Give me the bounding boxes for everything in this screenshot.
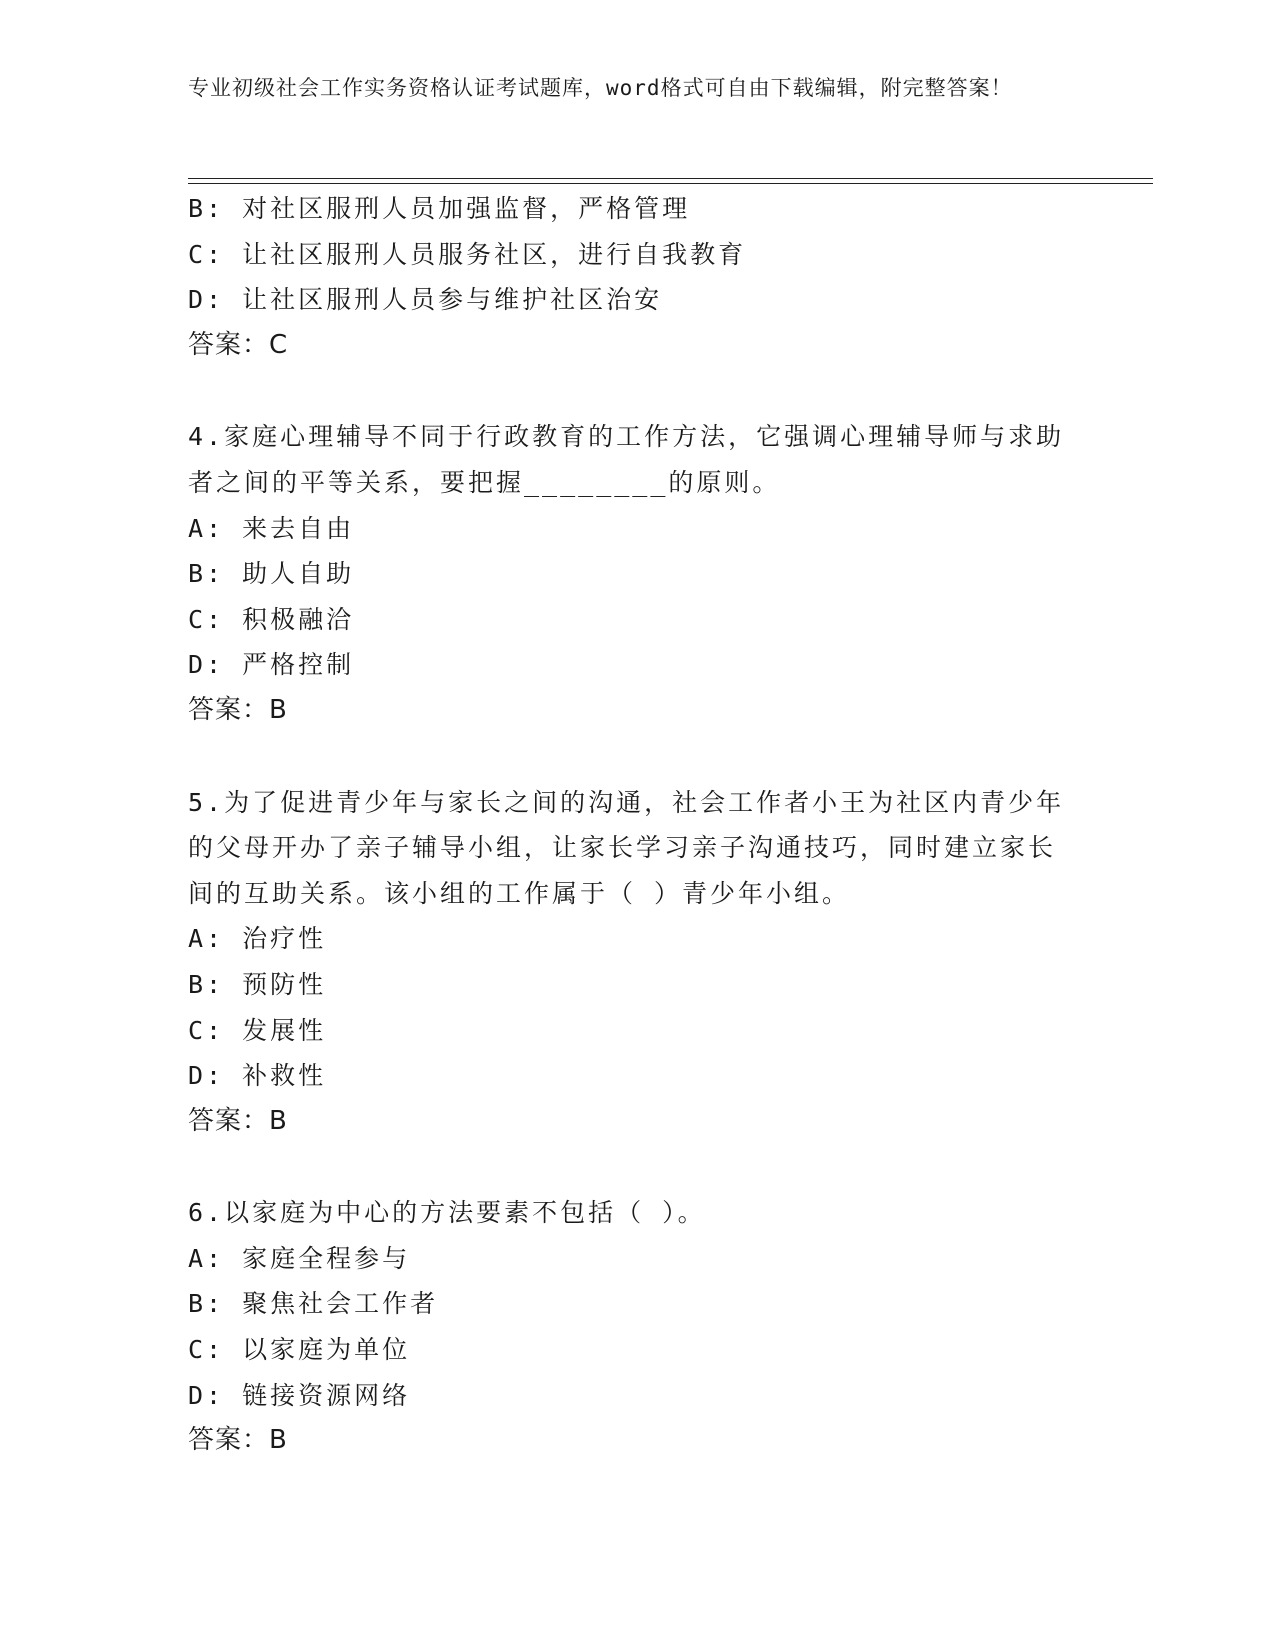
answer-line: 答案：B <box>188 1105 288 1136</box>
option-d: D: 严格控制 <box>188 650 355 680</box>
option-c: C: 让社区服刑人员服务社区，进行自我教育 <box>188 239 747 269</box>
question-stem: 6.以家庭为中心的方法要素不包括（ ）。 <box>188 1198 706 1228</box>
header-divider-top <box>188 178 1153 179</box>
option-a: A: 来去自由 <box>188 513 355 543</box>
option-c: C: 积极融洽 <box>188 604 355 634</box>
answer-line: 答案：B <box>188 1425 288 1456</box>
option-d: D: 链接资源网络 <box>188 1380 411 1410</box>
document-header: 专业初级社会工作实务资格认证考试题库，word格式可自由下载编辑，附完整答案！ <box>188 76 1013 100</box>
option-c: C: 以家庭为单位 <box>188 1335 411 1365</box>
question-stem: 5.为了促进青少年与家长之间的沟通，社会工作者小王为社区内青少年的父母开办了亲子辅导小组，让家长学习亲子沟通技巧，同时建立家长间的互助关系。该小组的工作属于（ ）青少年小组。 <box>188 787 1065 908</box>
option-b: B: 助人自助 <box>188 559 355 589</box>
question-4 <box>188 414 1068 733</box>
option-d: D: 补救性 <box>188 1061 327 1091</box>
option-a: A: 家庭全程参与 <box>188 1243 411 1273</box>
question-5 <box>188 780 1068 1145</box>
question-stem: 4.家庭心理辅导不同于行政教育的工作方法，它强调心理辅导师与求助者之间的平等关系，要把握________的原则。 <box>188 422 1065 497</box>
option-b: B: 聚焦社会工作者 <box>188 1289 439 1319</box>
option-c: C: 发展性 <box>188 1015 327 1045</box>
answer-line: 答案：C <box>188 329 289 360</box>
question-3-continued <box>188 186 1068 368</box>
question-6 <box>188 1190 1068 1464</box>
document-body <box>188 186 1068 1464</box>
option-b: B: 对社区服刑人员加强监督，严格管理 <box>188 194 691 223</box>
header-divider-bottom <box>188 183 1153 184</box>
option-a: A: 治疗性 <box>188 924 327 954</box>
option-b: B: 预防性 <box>188 969 327 999</box>
answer-line: 答案：B <box>188 694 288 725</box>
option-d: D: 让社区服刑人员参与维护社区治安 <box>188 285 663 315</box>
